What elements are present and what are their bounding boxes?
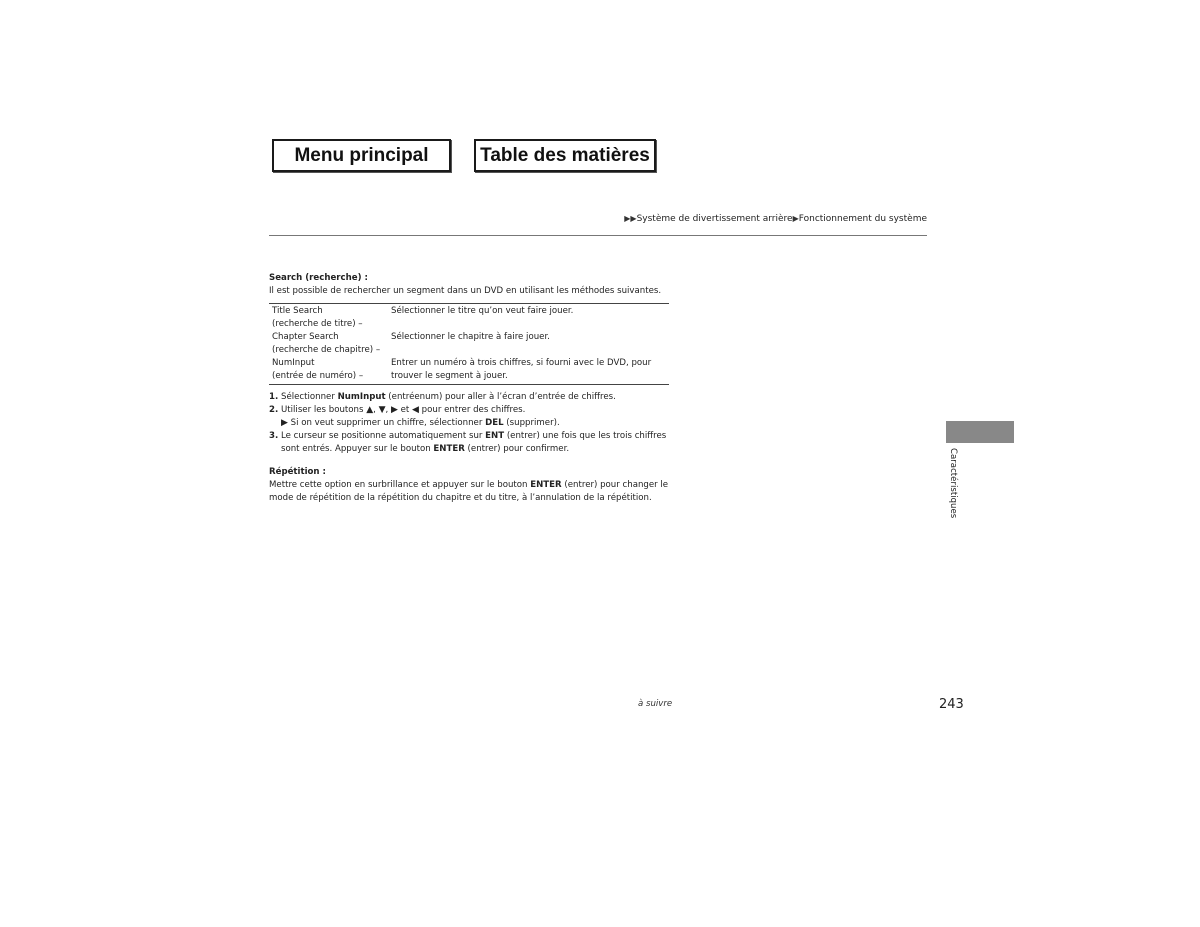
section-tab	[946, 421, 1014, 443]
left-arrow-icon: ◀	[412, 405, 419, 415]
note-text: (supprimer).	[503, 418, 560, 428]
repeat-section	[269, 466, 669, 505]
method-desc: Sélectionner le chapitre à faire jouer.	[391, 332, 550, 342]
method-name: Chapter Search	[272, 332, 339, 342]
search-heading: Search (recherche) :	[269, 273, 368, 283]
step-number: 3.	[269, 431, 279, 441]
step-3	[269, 430, 669, 456]
breadcrumb-section[interactable]: Système de divertissement arrière	[636, 214, 793, 224]
arrow-icon: ▶	[792, 214, 799, 223]
step-text: et	[397, 405, 413, 415]
table-row	[269, 304, 669, 332]
repeat-text	[269, 479, 669, 505]
step-text: (entréenum) pour aller à l’écran d’entrée de chiffres.	[385, 392, 616, 402]
method-name: NumInput	[272, 358, 315, 368]
step-text: Utiliser les boutons	[281, 405, 367, 415]
search-methods-table	[269, 303, 669, 385]
step-number: 1.	[269, 392, 279, 402]
step-2-note	[269, 417, 669, 430]
table-of-contents-button[interactable]: Table des matières	[474, 139, 656, 172]
method-name-fr: (recherche de titre) –	[272, 319, 363, 329]
step-2: 2. Utiliser les boutons ▲, ▼, ▶ et ◀ pour entrer des chiffres.	[269, 405, 526, 415]
step-text: pour entrer des chiffres.	[418, 405, 526, 415]
method-name-cell	[269, 357, 388, 385]
step-keyword: NumInput	[337, 392, 386, 402]
repeat-heading: Répétition :	[269, 467, 326, 477]
numinput-steps	[269, 391, 669, 456]
step-text: (entrer) une fois que les trois chiffres	[504, 431, 667, 441]
method-desc-line2: trouver le segment à jouer.	[391, 371, 508, 381]
step-text: Le curseur se positionne automatiquement sur	[281, 431, 486, 441]
method-name: Title Search	[272, 306, 323, 316]
method-desc: Sélectionner le titre qu’on veut faire jouer.	[391, 306, 574, 316]
method-desc: Entrer un numéro à trois chiffres, si fourni avec le DVD, pour	[391, 358, 652, 368]
method-name-fr: (recherche de chapitre) –	[272, 345, 381, 355]
method-desc-cell	[388, 331, 669, 357]
search-intro: Il est possible de rechercher un segment dans un DVD en utilisant les méthodes suivantes.	[269, 286, 662, 296]
breadcrumb-page[interactable]: Fonctionnement du système	[798, 214, 927, 224]
method-desc-cell	[388, 357, 669, 385]
double-arrow-icon: ▶▶	[624, 214, 637, 223]
section-label: Caractéristiques	[948, 448, 958, 519]
method-name-cell	[269, 331, 388, 357]
step-keyword: ENT	[485, 431, 505, 441]
method-name-cell	[269, 304, 388, 332]
note-text: Si on veut supprimer un chiffre, sélectionner	[287, 418, 486, 428]
continued-note: à suivre	[638, 699, 673, 709]
method-name-fr: (entrée de numéro) –	[272, 371, 364, 381]
method-desc-cell	[388, 304, 669, 332]
step-text: (entrer) pour confirmer.	[464, 444, 570, 454]
repeat-text-part: Mettre cette option en surbrillance et appuyer sur le bouton	[269, 480, 531, 490]
page-number: 243	[939, 697, 964, 712]
up-arrow-icon: ▲	[366, 405, 374, 415]
step-number: 2.	[269, 405, 279, 415]
repeat-keyword: ENTER	[530, 480, 562, 490]
note-arrow-icon: ▶	[281, 418, 288, 428]
table-row	[269, 357, 669, 385]
table-row	[269, 331, 669, 357]
step-text: sont entrés. Appuyer sur le bouton	[281, 444, 434, 454]
down-arrow-icon: ▼	[378, 405, 386, 415]
breadcrumb	[624, 214, 927, 224]
step-keyword: ENTER	[433, 444, 465, 454]
step-1	[269, 391, 669, 404]
step-text: Sélectionner	[281, 392, 338, 402]
repeat-text-part: (entrer) pour changer le	[561, 480, 669, 490]
note-keyword: DEL	[485, 418, 504, 428]
main-content	[269, 272, 669, 505]
right-arrow-icon: ▶	[390, 405, 398, 415]
main-menu-button[interactable]: Menu principal	[272, 139, 451, 172]
header-divider	[269, 235, 927, 236]
repeat-text-part: mode de répétition de la répétition du chapitre et du titre, à l’annulation de la répétition.	[269, 493, 652, 503]
